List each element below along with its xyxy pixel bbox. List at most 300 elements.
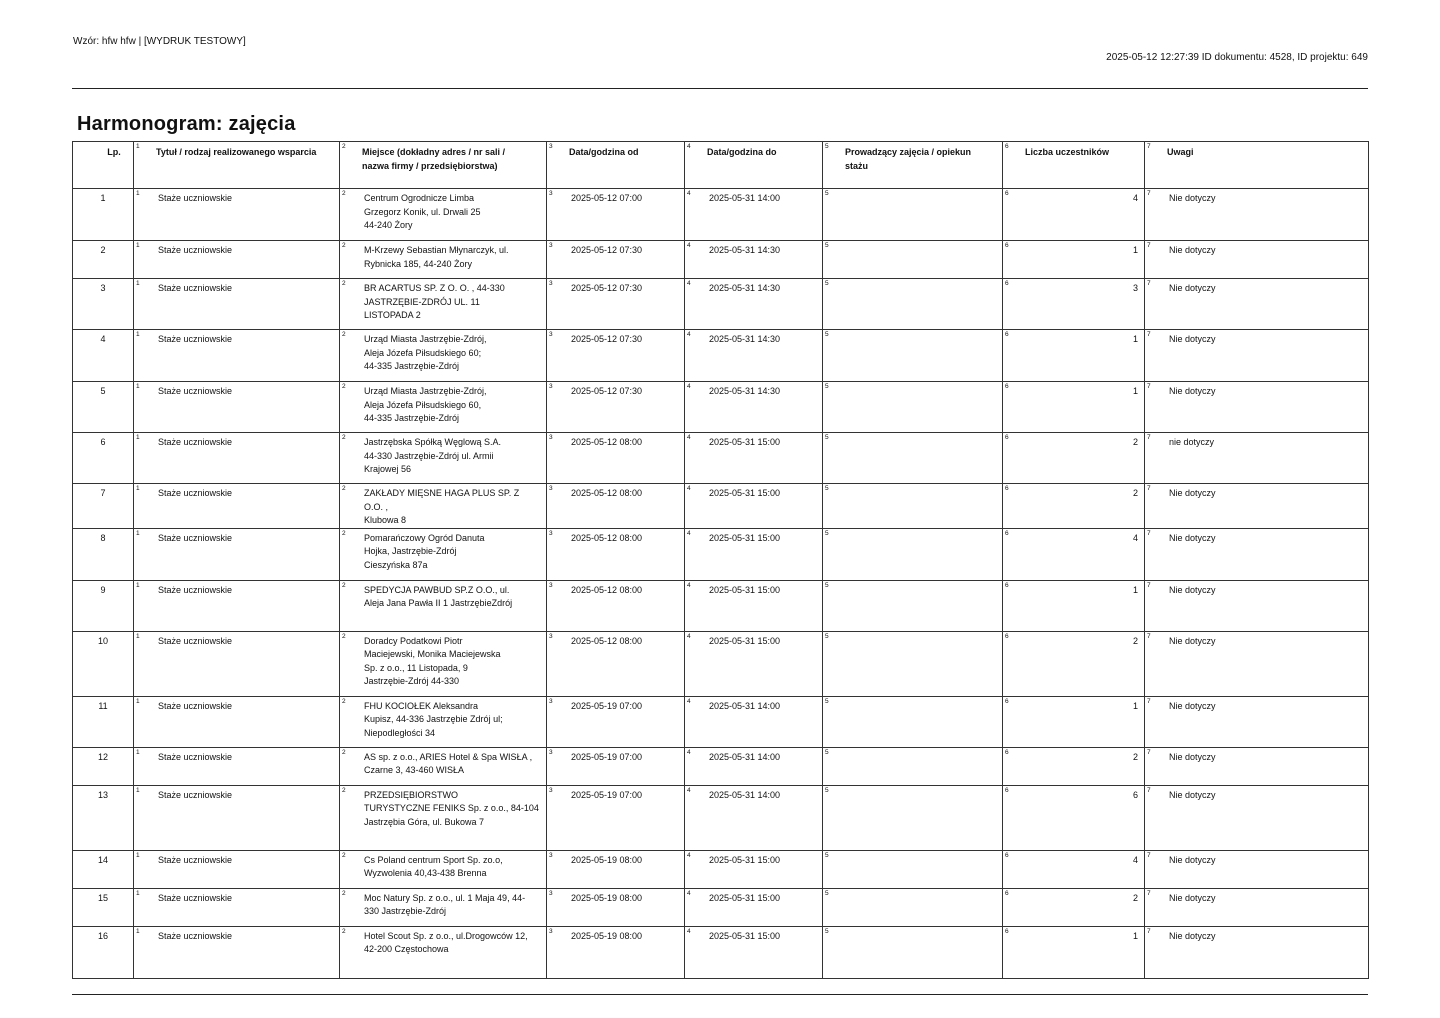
cell-lp <box>73 279 134 330</box>
cell-value: 2025-05-12 07:00 <box>571 193 643 203</box>
cell-count <box>1003 433 1145 484</box>
column-index: 1 <box>136 143 140 150</box>
cell-value: Staże uczniowskie <box>158 635 233 646</box>
table-row <box>73 888 1369 926</box>
column-index: 4 <box>687 143 691 150</box>
cell-index: 1 <box>136 529 140 537</box>
column-header-6 <box>1003 142 1145 189</box>
cell-index: 5 <box>825 190 829 197</box>
cell-value: Nie dotyczy <box>1169 892 1216 903</box>
cell-place <box>340 785 547 850</box>
cell-index: 2 <box>342 434 346 441</box>
cell-from <box>547 850 685 888</box>
cell-index: 5 <box>825 242 829 249</box>
cell-value: 1 <box>1132 245 1138 255</box>
cell-index: 1 <box>136 851 140 859</box>
cell-value: Doradcy Podatkowi Piotr Maciejewski, Monika Maciejewska Sp. z o.o., 11 Listopada, 9 Jastrzębie-Zdrój 44-330 <box>364 635 501 686</box>
cell-value: 1 <box>1132 700 1138 711</box>
cell-to <box>685 926 823 978</box>
cell-place <box>340 747 547 785</box>
cell-index: 6 <box>1005 434 1009 441</box>
cell-index: 7 <box>1147 529 1151 537</box>
cell-notes <box>1145 631 1369 696</box>
cell-value: 2 <box>100 245 106 255</box>
table-header-row <box>73 142 1369 189</box>
schedule-table <box>72 141 1369 979</box>
cell-value: Staże uczniowskie <box>158 283 233 293</box>
cell-type <box>134 888 340 926</box>
cell-value: 12 <box>97 751 108 762</box>
cell-value: 2 <box>1132 437 1138 447</box>
cell-value: Staże uczniowskie <box>158 930 233 941</box>
cell-value: Nie dotyczy <box>1169 635 1216 646</box>
table-row <box>73 580 1369 631</box>
cell-value: M-Krzewy Sebastian Młynarczyk, ul. Rybnicka 185, 44-240 Żory <box>364 245 509 269</box>
cell-value: 2 <box>1132 751 1138 762</box>
cell-index: 6 <box>1005 242 1009 249</box>
cell-index: 5 <box>825 529 829 537</box>
cell-index: 4 <box>687 697 691 705</box>
cell-index: 6 <box>1005 786 1009 794</box>
cell-index: 3 <box>549 434 553 441</box>
cell-index: 2 <box>342 697 346 705</box>
cell-value: 2025-05-19 08:00 <box>571 854 643 865</box>
cell-index: 3 <box>549 851 553 859</box>
cell-value: 2025-05-12 08:00 <box>571 584 643 595</box>
cell-type <box>134 850 340 888</box>
cell-index: 3 <box>549 331 553 338</box>
cell-index: 7 <box>1147 697 1151 705</box>
cell-notes <box>1145 528 1369 580</box>
cell-type <box>134 785 340 850</box>
cell-value: 6 <box>100 437 106 447</box>
table-row <box>73 433 1369 484</box>
cell-index: 1 <box>136 697 140 705</box>
cell-value: 9 <box>100 584 106 595</box>
cell-value: Nie dotyczy <box>1169 700 1216 711</box>
page-title: Harmonogram: zajęcia <box>77 113 296 135</box>
cell-notes <box>1145 747 1369 785</box>
cell-lp <box>73 888 134 926</box>
cell-to <box>685 696 823 747</box>
cell-value: Pomarańczowy Ogród Danuta Hojka, Jastrzębie-Zdrój Cieszyńska 87a <box>364 532 485 570</box>
cell-index: 5 <box>825 485 829 492</box>
cell-notes <box>1145 926 1369 978</box>
cell-value: 2 <box>1132 892 1138 903</box>
cell-value: 2025-05-19 07:00 <box>571 751 643 762</box>
cell-to <box>685 785 823 850</box>
cell-index: 1 <box>136 190 140 197</box>
table-row <box>73 330 1369 382</box>
cell-index: 3 <box>549 927 553 935</box>
table-row <box>73 279 1369 330</box>
cell-index: 5 <box>825 851 829 859</box>
cell-value: Nie dotyczy <box>1169 283 1216 293</box>
cell-count <box>1003 528 1145 580</box>
cell-value: Staże uczniowskie <box>158 700 233 711</box>
header-divider <box>72 88 1368 89</box>
cell-value: PRZEDSIĘBIORSTWO TURYSTYCZNE FENIKS Sp. z o.o., 84-104 Jastrzębia Góra, ul. Bukowa 7 <box>364 789 539 827</box>
cell-value: Nie dotyczy <box>1169 334 1216 344</box>
cell-index: 1 <box>136 485 140 492</box>
cell-index: 1 <box>136 581 140 589</box>
cell-count <box>1003 580 1145 631</box>
cell-value: Staże uczniowskie <box>158 193 233 203</box>
cell-lead <box>823 189 1003 241</box>
cell-value: FHU KOCIOŁEK Aleksandra Kupisz, 44-336 Jastrzębie Zdrój ul; Niepodległości 34 <box>364 700 503 738</box>
cell-value: Staże uczniowskie <box>158 386 233 396</box>
cell-index: 7 <box>1147 581 1151 589</box>
cell-from <box>547 241 685 279</box>
cell-index: 7 <box>1147 190 1151 197</box>
cell-value: 1 <box>100 193 106 203</box>
cell-index: 3 <box>549 485 553 492</box>
cell-value: 7 <box>100 488 106 498</box>
cell-value: Moc Natury Sp. z o.o., ul. 1 Maja 49, 44- 330 Jastrzębie-Zdrój <box>364 892 526 916</box>
cell-lp <box>73 189 134 241</box>
cell-value: Staże uczniowskie <box>158 245 233 255</box>
cell-value: 6 <box>1132 789 1138 800</box>
cell-value: 3 <box>100 283 106 293</box>
cell-index: 6 <box>1005 383 1009 390</box>
cell-index: 3 <box>549 786 553 794</box>
cell-lead <box>823 241 1003 279</box>
cell-notes <box>1145 580 1369 631</box>
cell-index: 2 <box>342 889 346 897</box>
cell-count <box>1003 850 1145 888</box>
cell-index: 2 <box>342 632 346 640</box>
cell-index: 3 <box>549 632 553 640</box>
cell-value: 2025-05-12 08:00 <box>571 532 643 543</box>
cell-place <box>340 696 547 747</box>
cell-value: 2025-05-31 14:00 <box>709 751 781 762</box>
cell-type <box>134 528 340 580</box>
cell-from <box>547 631 685 696</box>
table-row <box>73 241 1369 279</box>
cell-to <box>685 888 823 926</box>
cell-value: 2025-05-12 07:30 <box>571 245 643 255</box>
cell-place <box>340 382 547 433</box>
cell-index: 7 <box>1147 632 1151 640</box>
cell-index: 4 <box>687 434 691 441</box>
cell-notes <box>1145 850 1369 888</box>
cell-index: 5 <box>825 331 829 338</box>
cell-notes <box>1145 433 1369 484</box>
cell-index: 5 <box>825 697 829 705</box>
cell-index: 3 <box>549 748 553 756</box>
table-row <box>73 850 1369 888</box>
cell-index: 6 <box>1005 485 1009 492</box>
cell-type <box>134 484 340 529</box>
cell-value: 2025-05-31 14:00 <box>709 789 781 800</box>
cell-index: 2 <box>342 485 346 492</box>
cell-notes <box>1145 330 1369 382</box>
cell-value: 2025-05-12 08:00 <box>571 635 643 646</box>
cell-index: 4 <box>687 748 691 756</box>
cell-place <box>340 189 547 241</box>
cell-lead <box>823 631 1003 696</box>
cell-lead <box>823 580 1003 631</box>
table-row <box>73 696 1369 747</box>
cell-count <box>1003 279 1145 330</box>
cell-from <box>547 330 685 382</box>
cell-to <box>685 580 823 631</box>
cell-value: Nie dotyczy <box>1169 386 1216 396</box>
cell-value: 2 <box>1132 635 1138 646</box>
cell-count <box>1003 747 1145 785</box>
cell-index: 2 <box>342 851 346 859</box>
cell-index: 5 <box>825 434 829 441</box>
cell-notes <box>1145 279 1369 330</box>
cell-index: 7 <box>1147 851 1151 859</box>
cell-index: 6 <box>1005 927 1009 935</box>
cell-value: 2025-05-31 15:00 <box>709 892 781 903</box>
cell-index: 1 <box>136 242 140 249</box>
cell-index: 5 <box>825 889 829 897</box>
table-row <box>73 484 1369 529</box>
cell-lp <box>73 382 134 433</box>
cell-from <box>547 785 685 850</box>
cell-index: 6 <box>1005 331 1009 338</box>
cell-index: 2 <box>342 331 346 338</box>
cell-index: 4 <box>687 581 691 589</box>
cell-value: Centrum Ogrodnicze Limba Grzegorz Konik, ul. Drwali 25 44-240 Żory <box>364 193 481 230</box>
cell-value: 2025-05-12 07:30 <box>571 283 643 293</box>
cell-value: Staże uczniowskie <box>158 854 233 865</box>
cell-index: 3 <box>549 242 553 249</box>
cell-index: 4 <box>687 190 691 197</box>
cell-type <box>134 631 340 696</box>
cell-value: 4 <box>100 334 106 344</box>
column-label: Prowadzący zajęcia / opiekun stażu <box>845 147 972 171</box>
column-label: Data/godzina do <box>707 147 777 157</box>
cell-count <box>1003 330 1145 382</box>
table-row <box>73 631 1369 696</box>
cell-index: 3 <box>549 529 553 537</box>
cell-count <box>1003 696 1145 747</box>
cell-index: 2 <box>342 786 346 794</box>
cell-index: 3 <box>549 581 553 589</box>
cell-value: AS sp. z o.o., ARIES Hotel & Spa WISŁA , Czarne 3, 43-460 WISŁA <box>364 751 533 775</box>
cell-type <box>134 747 340 785</box>
cell-value: 2025-05-12 08:00 <box>571 437 643 447</box>
cell-value: 2025-05-31 14:30 <box>709 386 781 396</box>
cell-from <box>547 189 685 241</box>
cell-place <box>340 433 547 484</box>
column-label: Liczba uczestników <box>1025 147 1110 157</box>
cell-value: 16 <box>97 930 108 941</box>
cell-value: Nie dotyczy <box>1169 789 1216 800</box>
cell-count <box>1003 241 1145 279</box>
table-row <box>73 926 1369 978</box>
column-label: Miejsce (dokładny adres / nr sali / nazwa firmy / przedsiębiorstwa) <box>362 147 506 171</box>
cell-value: ZAKŁADY MIĘSNE HAGA PLUS SP. Z O.O. , Klubowa 8 <box>364 488 520 525</box>
cell-type <box>134 330 340 382</box>
cell-index: 4 <box>687 280 691 287</box>
cell-place <box>340 926 547 978</box>
cell-index: 7 <box>1147 242 1151 249</box>
cell-value: 13 <box>97 789 108 800</box>
cell-place <box>340 279 547 330</box>
cell-value: Cs Poland centrum Sport Sp. zo.o, Wyzwolenia 40,43-438 Brenna <box>364 854 503 878</box>
cell-index: 2 <box>342 581 346 589</box>
cell-lp <box>73 330 134 382</box>
cell-place <box>340 631 547 696</box>
cell-index: 1 <box>136 383 140 390</box>
cell-value: 11 <box>98 700 108 711</box>
cell-place <box>340 888 547 926</box>
cell-value: 15 <box>97 892 108 903</box>
cell-from <box>547 888 685 926</box>
cell-index: 1 <box>136 434 140 441</box>
cell-value: 1 <box>1132 386 1138 396</box>
cell-index: 7 <box>1147 927 1151 935</box>
cell-value: 1 <box>1132 334 1138 344</box>
cell-index: 1 <box>136 927 140 935</box>
cell-lead <box>823 785 1003 850</box>
cell-to <box>685 189 823 241</box>
column-index: 6 <box>1005 143 1009 150</box>
cell-to <box>685 279 823 330</box>
column-header-1 <box>134 142 340 189</box>
cell-from <box>547 528 685 580</box>
cell-index: 1 <box>136 632 140 640</box>
cell-index: 4 <box>687 242 691 249</box>
column-index: 5 <box>825 143 829 150</box>
cell-lp <box>73 580 134 631</box>
cell-value: Staże uczniowskie <box>158 437 233 447</box>
cell-index: 3 <box>549 383 553 390</box>
cell-lead <box>823 850 1003 888</box>
column-header-5 <box>823 142 1003 189</box>
cell-index: 4 <box>687 529 691 537</box>
column-header-3 <box>547 142 685 189</box>
cell-index: 3 <box>549 697 553 705</box>
cell-lp <box>73 696 134 747</box>
cell-value: 5 <box>100 386 106 396</box>
cell-value: 2025-05-31 14:30 <box>709 334 781 344</box>
cell-value: Nie dotyczy <box>1169 854 1216 865</box>
document-meta: 2025-05-12 12:27:39 ID dokumentu: 4528, ID projektu: 649 <box>1106 52 1368 63</box>
cell-to <box>685 484 823 529</box>
cell-value: Staże uczniowskie <box>158 532 233 543</box>
cell-index: 3 <box>549 280 553 287</box>
table-row <box>73 528 1369 580</box>
cell-index: 4 <box>687 889 691 897</box>
cell-notes <box>1145 382 1369 433</box>
table-row <box>73 189 1369 241</box>
cell-lp <box>73 785 134 850</box>
cell-value: Nie dotyczy <box>1169 584 1216 595</box>
cell-index: 4 <box>687 485 691 492</box>
cell-from <box>547 580 685 631</box>
cell-type <box>134 241 340 279</box>
cell-value: 2 <box>1132 488 1138 498</box>
cell-value: 14 <box>97 854 108 865</box>
cell-type <box>134 382 340 433</box>
cell-from <box>547 926 685 978</box>
cell-index: 3 <box>549 190 553 197</box>
cell-lp <box>73 241 134 279</box>
cell-index: 2 <box>342 190 346 197</box>
cell-index: 7 <box>1147 280 1151 287</box>
column-header-7 <box>1145 142 1369 189</box>
cell-index: 6 <box>1005 697 1009 705</box>
cell-notes <box>1145 785 1369 850</box>
cell-index: 2 <box>342 748 346 756</box>
cell-value: 2025-05-31 15:00 <box>709 584 781 595</box>
cell-index: 6 <box>1005 190 1009 197</box>
cell-value: Nie dotyczy <box>1169 245 1216 255</box>
column-index: 2 <box>342 143 346 150</box>
cell-value: 2025-05-31 15:00 <box>709 437 781 447</box>
cell-place <box>340 580 547 631</box>
cell-value: Nie dotyczy <box>1169 930 1216 941</box>
cell-index: 6 <box>1005 529 1009 537</box>
cell-lp <box>73 850 134 888</box>
cell-index: 7 <box>1147 485 1151 492</box>
cell-value: 10 <box>97 635 108 646</box>
column-index: 7 <box>1147 143 1151 150</box>
cell-index: 2 <box>342 280 346 287</box>
cell-value: Nie dotyczy <box>1169 532 1216 543</box>
cell-value: Staże uczniowskie <box>158 584 233 595</box>
cell-to <box>685 433 823 484</box>
cell-to <box>685 631 823 696</box>
cell-from <box>547 279 685 330</box>
cell-value: 2025-05-12 07:30 <box>571 334 643 344</box>
cell-lead <box>823 528 1003 580</box>
column-header-2 <box>340 142 547 189</box>
cell-index: 4 <box>687 331 691 338</box>
cell-index: 4 <box>687 927 691 935</box>
cell-value: Jastrzębska Spółką Węglową S.A. 44-330 Jastrzębie-Zdrój ul. Armii Krajowej 56 <box>364 437 502 474</box>
column-header-0 <box>73 142 134 189</box>
cell-value: 2025-05-31 14:00 <box>709 193 781 203</box>
cell-index: 6 <box>1005 851 1009 859</box>
cell-from <box>547 382 685 433</box>
cell-value: Staże uczniowskie <box>158 751 233 762</box>
cell-value: 1 <box>1132 584 1138 595</box>
cell-value: Nie dotyczy <box>1169 193 1216 203</box>
cell-index: 4 <box>687 851 691 859</box>
cell-value: 2025-05-31 15:00 <box>709 635 781 646</box>
cell-index: 3 <box>549 889 553 897</box>
cell-value: 2025-05-31 14:30 <box>709 283 781 293</box>
cell-to <box>685 850 823 888</box>
cell-value: 2025-05-19 07:00 <box>571 789 643 800</box>
cell-index: 5 <box>825 581 829 589</box>
cell-to <box>685 382 823 433</box>
cell-count <box>1003 926 1145 978</box>
cell-index: 6 <box>1005 581 1009 589</box>
cell-from <box>547 747 685 785</box>
cell-count <box>1003 189 1145 241</box>
cell-value: Staże uczniowskie <box>158 789 233 800</box>
template-label: Wzór: hfw hfw | [WYDRUK TESTOWY] <box>73 36 246 47</box>
cell-place <box>340 850 547 888</box>
cell-value: 2025-05-19 07:00 <box>571 700 643 711</box>
column-label: Data/godzina od <box>569 147 639 157</box>
cell-index: 5 <box>825 786 829 794</box>
cell-to <box>685 528 823 580</box>
cell-value: SPEDYCJA PAWBUD SP.Z O.O., ul. Aleja Jana Pawła II 1 JastrzębieZdrój <box>364 584 513 608</box>
cell-index: 7 <box>1147 889 1151 897</box>
cell-value: nie dotyczy <box>1169 437 1215 447</box>
cell-value: 2025-05-19 08:00 <box>571 892 643 903</box>
cell-notes <box>1145 484 1369 529</box>
cell-value: 2025-05-12 07:30 <box>571 386 643 396</box>
